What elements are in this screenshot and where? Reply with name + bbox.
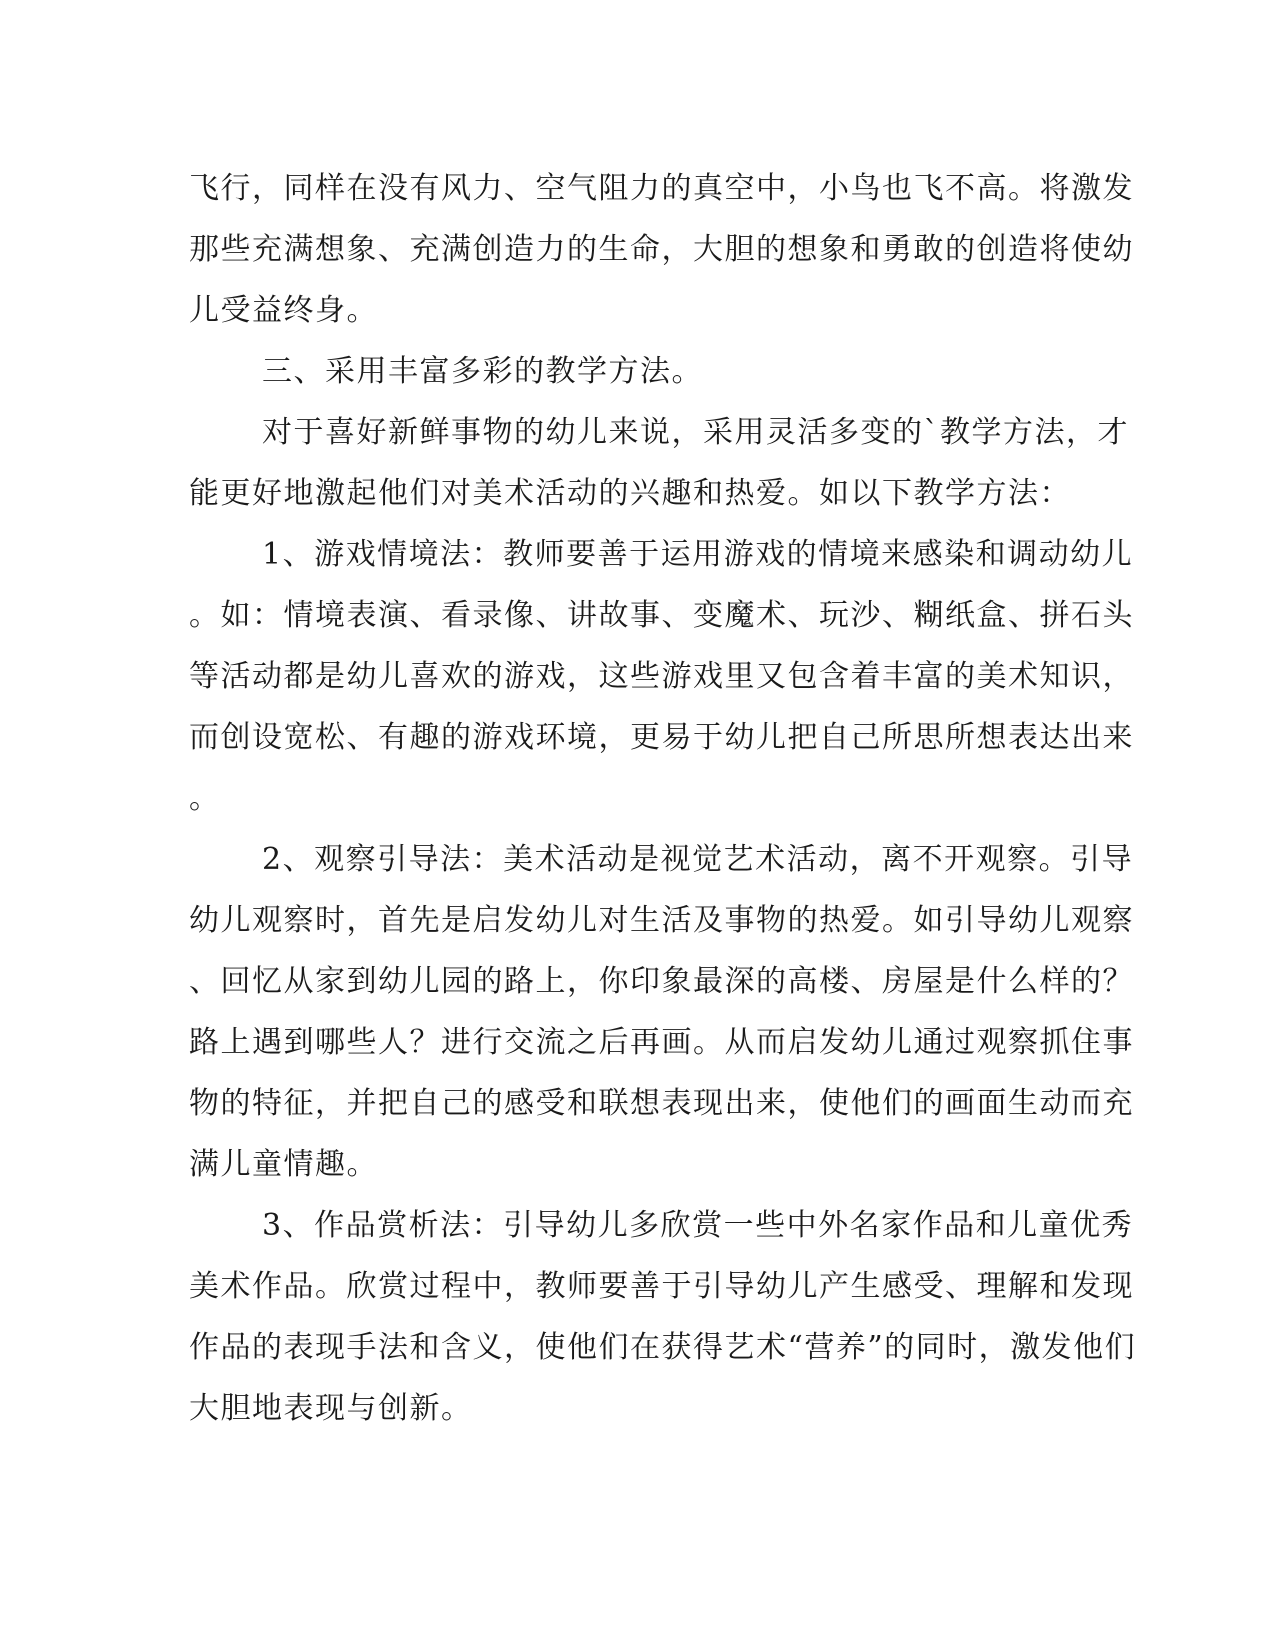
body-line: 儿受益终身。 bbox=[189, 293, 378, 328]
body-line: 能更好地激起他们对美术活动的兴趣和热爱。如以下教学方法： bbox=[189, 476, 1071, 511]
document-body bbox=[189, 158, 1137, 1439]
body-line: 飞行，同样在没有风力、空气阻力的真空中，小鸟也飞不高。将激发 bbox=[189, 171, 1134, 206]
body-line: 幼儿观察时，首先是启发幼儿对生活及事物的热爱。如引导幼儿观察 bbox=[189, 903, 1134, 938]
body-line: 。如：情境表演、看录像、讲故事、变魔术、玩沙、糊纸盒、拼石头 bbox=[189, 598, 1134, 633]
body-line: 大胆地表现与创新。 bbox=[189, 1391, 473, 1426]
body-line: 。 bbox=[189, 781, 221, 816]
body-line: 等活动都是幼儿喜欢的游戏，这些游戏里又包含着丰富的美术知识， bbox=[189, 659, 1134, 694]
body-line: 对于喜好新鲜事物的幼儿来说，采用灵活多变的`教学方法，才 bbox=[262, 415, 1129, 450]
body-line: 美术作品。欣赏过程中，教师要善于引导幼儿产生感受、理解和发现 bbox=[189, 1269, 1134, 1304]
body-line: 而创设宽松、有趣的游戏环境，更易于幼儿把自己所思所想表达出来 bbox=[189, 720, 1134, 755]
body-line: 作品的表现手法和含义，使他们在获得艺术“营养”的同时，激发他们 bbox=[189, 1330, 1137, 1365]
list-item-line: 2、观察引导法：美术活动是视觉艺术活动，离不开观察。引导 bbox=[262, 842, 1134, 877]
list-item-line: 1、游戏情境法：教师要善于运用游戏的情境来感染和调动幼儿 bbox=[262, 537, 1134, 572]
body-line: 满儿童情趣。 bbox=[189, 1147, 378, 1182]
section-heading: 三、采用丰富多彩的教学方法。 bbox=[262, 354, 703, 389]
list-item-line: 3、作品赏析法：引导幼儿多欣赏一些中外名家作品和儿童优秀 bbox=[262, 1208, 1134, 1243]
body-line: 、回忆从家到幼儿园的路上，你印象最深的高楼、房屋是什么样的？ bbox=[189, 964, 1134, 999]
body-line: 路上遇到哪些人？进行交流之后再画。从而启发幼儿通过观察抓住事 bbox=[189, 1025, 1134, 1060]
body-line: 那些充满想象、充满创造力的生命，大胆的想象和勇敢的创造将使幼 bbox=[189, 232, 1134, 267]
body-line: 物的特征，并把自己的感受和联想表现出来，使他们的画面生动而充 bbox=[189, 1086, 1134, 1121]
